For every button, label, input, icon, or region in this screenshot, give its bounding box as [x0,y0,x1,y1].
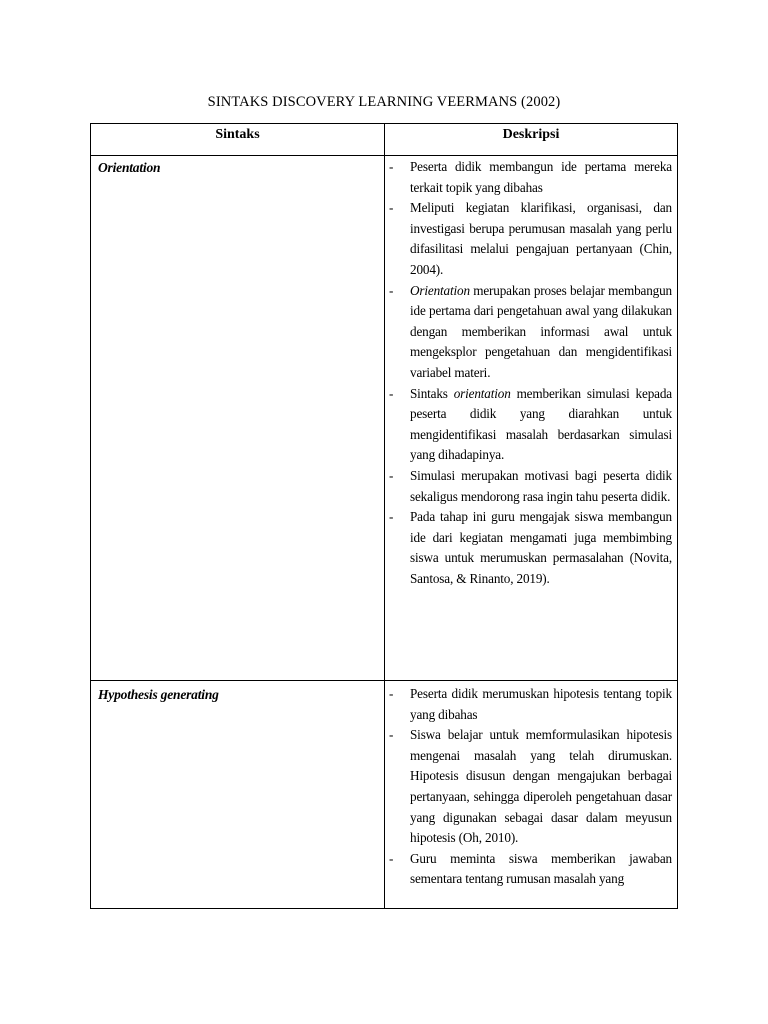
list-item: - Pada tahap ini guru mengajak siswa membangun ide dari kegiatan mengamati juga membimbing siswa untuk merumuskan permasalahan (Novita, Santosa, & Rinanto, 2019). [389,509,672,586]
list-item: - Orientation merupakan proses belajar membangun ide pertama dari pengetahuan awal yang dilakukan dengan memberikan informasi awal untuk mengeksplor pengetahuan dan mengidentifikasi variabel materi. [389,282,672,380]
orientation-description-list [386,157,672,589]
row-label-hypothesis-generating: Hypothesis generating [98,687,219,702]
bullet-dash: - [389,159,394,174]
bullet-dash: - [389,467,394,483]
bullet-dash: - [389,686,394,701]
document-title: SINTAKS DISCOVERY LEARNING VEERMANS (2002) [207,94,561,110]
row-divider [90,680,678,681]
list-item: - Sintaks orientation memberikan simulasi kepada peserta didik yang diarahkan untuk mengidentifikasi masalah berdasarkan simulasi yang dihadapinya. [389,385,672,463]
list-item: - Siswa belajar untuk memformulasikan hipotesis mengenai masalah yang telah dirumuskan. Hipotesis disusun dengan mengajukan berbagai pertanyaan, sehingga diperoleh pengetahuan dasar yang digunakan sebagai dasar dalam meyusun hipotesis (Oh, 2010). [389,727,672,846]
header-row-divider [90,155,678,156]
column-header-sintaks: Sintaks [215,127,260,142]
bullet-dash: - [389,727,394,743]
list-item: - Peserta didik membangun ide pertama mereka terkait topik yang dibahas [389,159,672,195]
hypothesis-description-list [386,684,672,890]
list-item: - Simulasi merupakan motivasi bagi peserta didik sekaligus mendorong rasa ingin tahu peserta didik. [389,467,672,504]
column-header-deskripsi: Deskripsi [502,127,560,142]
bullet-dash: - [389,282,394,298]
column-divider [384,123,385,909]
list-item: - Peserta didik merumuskan hipotesis tentang topik yang dibahas [389,686,672,722]
bullet-dash: - [389,850,394,866]
list-item: - Meliputi kegiatan klarifikasi, organisasi, dan investigasi berupa perumusan masalah yang perlu difasilitasi melalui pengajuan pertanyaan (Chin, 2004). [389,200,672,277]
row-label-orientation: Orientation [98,160,161,175]
bullet-dash: - [389,509,394,525]
bullet-dash: - [389,200,394,216]
bullet-dash: - [389,385,394,401]
list-item: - Guru meminta siswa memberikan jawaban sementara tentang rumusan masalah yang [389,850,672,887]
